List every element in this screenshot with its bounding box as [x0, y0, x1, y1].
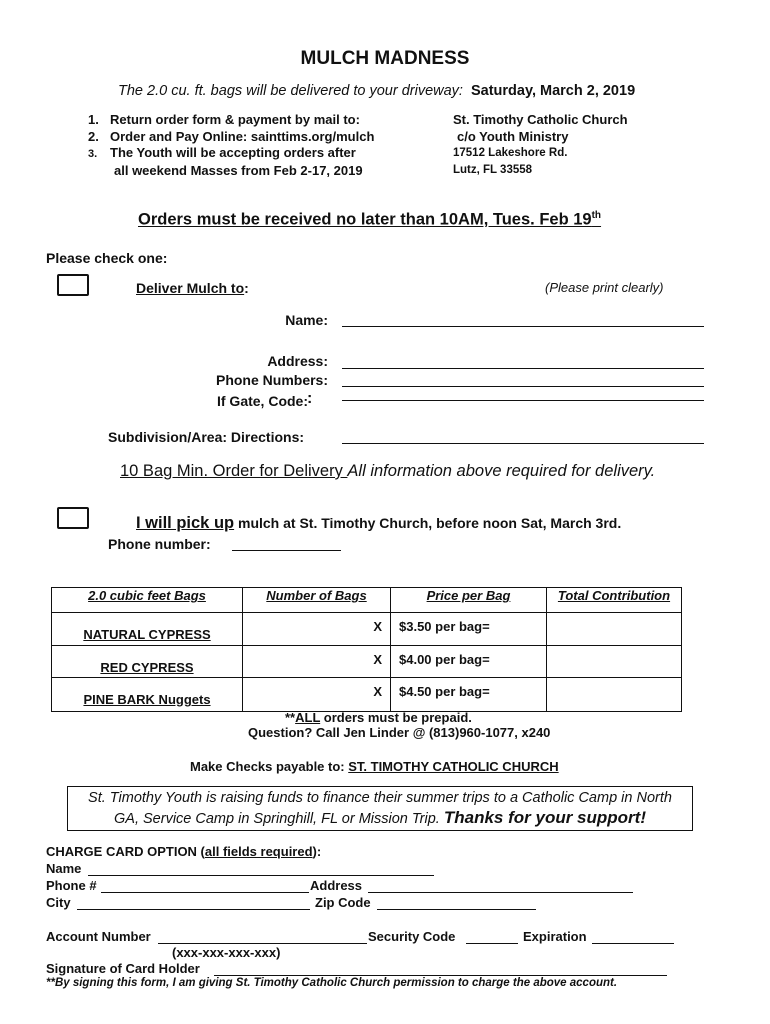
- list-item: all weekend Masses from Feb 2-17, 2019: [114, 162, 363, 178]
- list-item: 2. Order and Pay Online: sainttims.org/mulch: [88, 128, 375, 144]
- pickup-checkbox[interactable]: [57, 507, 89, 529]
- pickup-phone-field[interactable]: [232, 550, 341, 551]
- pickup-label: I will pick up mulch at St. Timothy Church, before noon Sat, March 3rd.: [136, 514, 622, 532]
- account-number-label: Account Number: [46, 929, 151, 944]
- security-code-label: Security Code: [368, 929, 456, 944]
- account-number-field[interactable]: [158, 943, 367, 944]
- deliver-checkbox[interactable]: [57, 274, 89, 296]
- check-one-label: Please check one:: [46, 250, 168, 266]
- card-phone-field[interactable]: [101, 892, 309, 893]
- total-cell[interactable]: [547, 646, 682, 678]
- quantity-cell[interactable]: X: [243, 646, 391, 678]
- subdivision-label: Subdivision/Area: Directions:: [108, 429, 305, 445]
- product-name: NATURAL CYPRESS: [52, 613, 243, 646]
- quantity-cell[interactable]: X: [243, 613, 391, 646]
- gate-field[interactable]: [342, 400, 704, 401]
- name-field[interactable]: [342, 326, 704, 327]
- prepaid-note: **ALL orders must be prepaid.: [285, 710, 472, 725]
- name-label: Name:: [285, 312, 328, 328]
- charge-card-title: CHARGE CARD OPTION (all fields required):: [46, 844, 322, 859]
- address-line: Lutz, FL 33558: [453, 163, 533, 176]
- card-city-label: City: [46, 895, 71, 910]
- table-row: [52, 646, 682, 678]
- column-header: 2.0 cubic feet Bags: [52, 588, 243, 613]
- card-zip-field[interactable]: [377, 909, 536, 910]
- expiration-field[interactable]: [592, 943, 674, 944]
- table-row: [52, 613, 682, 646]
- account-format-hint: (xxx-xxx-xxx-xxx): [172, 945, 281, 960]
- price-cell: $4.00 per bag=: [391, 646, 547, 678]
- deadline-notice: Orders must be received no later than 10AM, Tues. Feb 19th: [138, 210, 602, 229]
- checks-payable: Make Checks payable to: ST. TIMOTHY CATHOLIC CHURCH: [190, 759, 559, 774]
- phone-field[interactable]: [342, 386, 704, 387]
- gate-label: If Gate, Code:: [216, 393, 308, 409]
- fundraiser-text-2: GA, Service Camp in Springhill, FL or Mission Trip. Thanks for your support!: [114, 808, 646, 827]
- card-phone-label: Phone #: [46, 878, 97, 893]
- security-code-field[interactable]: [466, 943, 518, 944]
- mail-address: [453, 112, 628, 178]
- print-note: (Please print clearly): [545, 280, 664, 295]
- fundraiser-box: [67, 786, 693, 831]
- quantity-cell[interactable]: X: [243, 678, 391, 712]
- column-header: Number of Bags: [243, 588, 391, 613]
- card-city-field[interactable]: [77, 909, 310, 910]
- fundraiser-text: St. Timothy Youth is raising funds to finance their summer trips to a Catholic Camp in North: [88, 790, 672, 806]
- list-item: 3. The Youth will be accepting orders after: [88, 145, 356, 160]
- steps-list: [88, 112, 374, 179]
- table-header-row: [52, 588, 682, 613]
- card-name-field[interactable]: [88, 875, 434, 876]
- phone-label: Phone Numbers:: [215, 372, 328, 388]
- deliver-label: Deliver Mulch to:: [136, 280, 249, 296]
- card-address-field[interactable]: [368, 892, 633, 893]
- card-name-label: Name: [46, 861, 82, 876]
- question-contact: Question? Call Jen Linder @ (813)960-1077, x240: [248, 725, 551, 740]
- table-row: [52, 678, 682, 712]
- product-name: PINE BARK Nuggets: [52, 678, 243, 712]
- address-line: c/o Youth Ministry: [457, 128, 569, 144]
- column-header: Price per Bag: [391, 588, 547, 613]
- delivery-date: Saturday, March 2, 2019: [470, 83, 636, 99]
- gate-colon: :: [307, 390, 313, 407]
- subdivision-field[interactable]: [342, 443, 704, 444]
- delivery-line: [118, 83, 635, 99]
- delivery-minimum: 10 Bag Min. Order for Delivery All information above required for delivery.: [120, 462, 656, 480]
- price-cell: $3.50 per bag=: [391, 613, 547, 646]
- total-cell[interactable]: [547, 678, 682, 712]
- delivery-intro: The 2.0 cu. ft. bags will be delivered to your driveway:: [118, 83, 463, 99]
- signature-field[interactable]: [214, 975, 667, 976]
- list-item: 1. Return order form & payment by mail to:: [88, 112, 360, 127]
- page-title: MULCH MADNESS: [300, 48, 470, 69]
- address-line: St. Timothy Catholic Church: [453, 112, 628, 127]
- total-cell[interactable]: [547, 613, 682, 646]
- order-table: [51, 587, 682, 712]
- column-header: Total Contribution: [547, 588, 682, 613]
- expiration-label: Expiration: [523, 929, 587, 944]
- card-zip-label: Zip Code: [315, 895, 371, 910]
- product-name: RED CYPRESS: [52, 646, 243, 678]
- signature-disclaimer: **By signing this form, I am giving St. Timothy Catholic Church permission to charge the above account.: [46, 977, 618, 989]
- address-field[interactable]: [342, 368, 704, 369]
- signature-label: Signature of Card Holder: [46, 961, 200, 976]
- address-line: 17512 Lakeshore Rd.: [453, 147, 568, 159]
- price-cell: $4.50 per bag=: [391, 678, 547, 712]
- pickup-phone-label: Phone number:: [108, 536, 211, 552]
- address-label: Address:: [267, 353, 328, 369]
- card-address-label: Address: [310, 878, 363, 893]
